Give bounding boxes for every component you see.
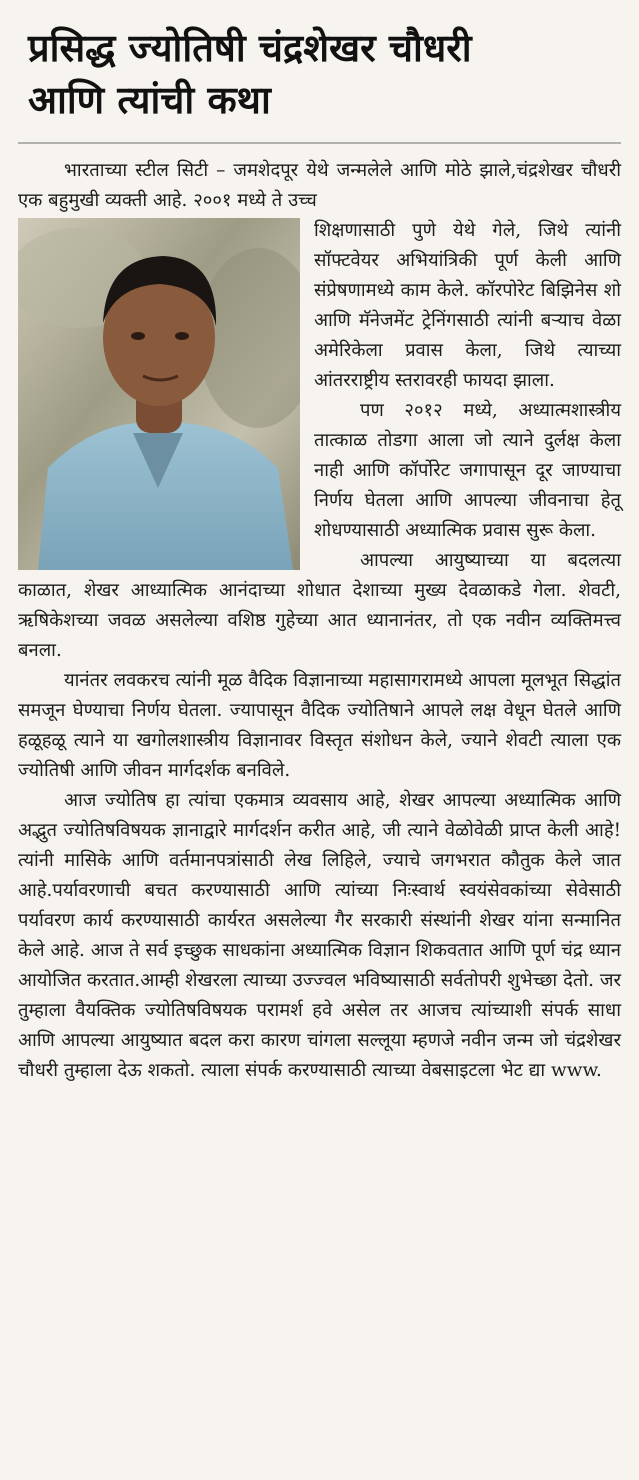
paragraph-1-rest: शिक्षणासाठी पुणे येथे गेले, जिथे त्यांनी सॉफ्टवेयर अभियांत्रिकी पूर्ण केली आणि संप्रेषणामध्ये काम केले. कॉरपोरेट बिझिनेस शो आणि मॅनेजमेंट ट्रेनिंगसाठी त्यांनी बऱ्याच वेळा अमेरिकेला प्रवास केला, जिथे त्याच्या आंतरराष्ट्रीय स्तरावरही फायदा झाला. [314, 220, 621, 391]
paragraph-4: यानंतर लवकरच त्यांनी मूळ वैदिक विज्ञानाच्या महासागरामध्ये आपला मूलभूत सिद्धांत समजून घेण्याचा निर्णय घेतला. ज्यापासून वैदिक ज्योतिषाने आपले लक्ष वेधून घेतले आणि हळूहळू त्याने या खगोलशास्त्रीय विज्ञानावर विस्तृत संशोधन केले, ज्याने शेवटी त्याला एक ज्योतिषी आणि जीवन मार्गदर्शक बनविले. [18, 670, 621, 781]
headline [18, 22, 621, 126]
paragraph-1-intro: भारताच्या स्टील सिटी – जमशेदपूर येथे जन्मलेले आणि मोठे झाले,चंद्रशेखर चौधरी एक बहुमुखी व्यक्ती आहे. २००१ मध्ये ते उच्च [18, 160, 621, 211]
article-body [18, 156, 621, 1086]
paragraph-2: पण २०१२ मध्ये, अध्यात्मशास्त्रीय तात्काळ तोडगा आला जो त्याने दुर्लक्ष केला नाही आणि कॉर्पोरेट जगापासून दूर जाण्याचा निर्णय घेतला आणि आपल्या जीवनाचा हेतू शोधण्यासाठी अध्यात्मिक प्रवास सुरू केला. [314, 400, 621, 541]
paragraph-5: आज ज्योतिष हा त्यांचा एकमात्र व्यवसाय आहे, शेखर आपल्या अध्यात्मिक आणि अद्भुत ज्योतिषविषयक ज्ञानाद्वारे मार्गदर्शन करीत आहे, जी त्याने वेळोवेळी प्राप्त केली आहे! त्यांनी मासिके आणि वर्तमानपत्रांसाठी लेख लिहिले, ज्याचे जगभरात कौतुक केले जात आहे.पर्यावरणाची बचत करण्यासाठी आणि त्यांच्या निःस्वार्थ स्वयंसेवकांच्या सेवेसाठी पर्यावरण कार्य करण्यासाठी कार्यरत असलेल्या गैर सरकारी संस्थांनी शेखर यांना सन्मानित केले आहे. आज ते सर्व इच्छुक साधकांना अध्यात्मिक विज्ञान शिकवतात आणि पूर्ण चंद्र ध्यान आयोजित करतात.आम्ही शेखरला त्याच्या उज्ज्वल भविष्यासाठी सर्वतोपरी शुभेच्छा देतो. जर तुम्हाला वैयक्तिक ज्योतिषविषयक परामर्श हवे असेल तर आजच त्यांच्याशी संपर्क साधा आणि आपल्या आयुष्यात बदल करा कारण चांगला सल्लूया म्हणजे नवीन जन्म जो चंद्रशेखर चौधरी तुम्हाला देऊ शकतो. त्याला संपर्क करण्यासाठी त्याच्या वेबसाइटला भेट द्या www. [18, 790, 622, 1081]
paragraph-3: आपल्या आयुष्याच्या या बदलत्या काळात, शेखर आध्यात्मिक आनंदाच्या शोधात देशाच्या मुख्य देवळाकडे गेला. शेवटी, ऋषिकेशच्या जवळ असलेल्या वशिष्ठ गुहेच्या आत ध्यानानंतर, तो एक नवीन व्यक्तिमत्त्व बनला. [18, 550, 621, 661]
portrait-photo-icon [18, 218, 300, 570]
portrait-photo [18, 218, 300, 570]
headline-line-1: प्रसिद्ध ज्योतिषी चंद्रशेखर चौधरी [28, 26, 472, 70]
headline-line-2: आणि त्यांची कथा [28, 78, 271, 122]
headline-divider [18, 142, 621, 144]
